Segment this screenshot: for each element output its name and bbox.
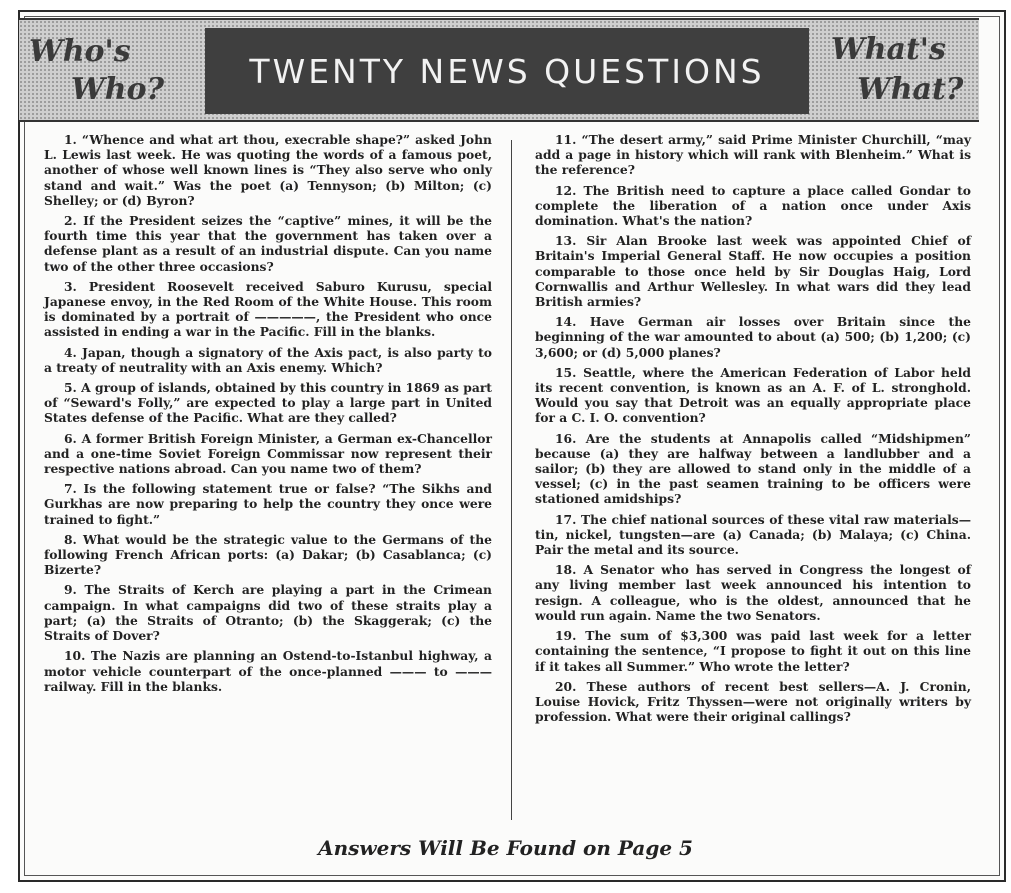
column-divider (511, 140, 512, 820)
question-15: 15. Seattle, where the American Federation of Labor held its recent convention, is known as an A. F. of L. stronghold. Would you say that Detroit was an equally appropriate place for a C. I. O. convention? (535, 364, 971, 426)
question-8: 8. What would be the strategic value to the Germans of the following French African ports: (a) Dakar; (b) Casablanca; (c) Bizerte? (44, 531, 492, 578)
question-17: 17. The chief national sources of these vital raw materials—tin, nickel, tungsten—are (a) Canada; (b) Malaya; (c) China. Pair the metal and its source. (535, 511, 971, 558)
question-5: 5. A group of islands, obtained by this country in 1869 as part of “Seward's Folly,” are expected to play a large part in United States defense of the Pacific. What are they called? (44, 380, 492, 426)
question-9: 9. The Straits of Kerch are playing a part in the Crimean campaign. In what campaigns did two of these straits play a part; (a) the Straits of Otranto; (b) the Skaggerak; (c) the Straits of Dover? (44, 582, 492, 644)
whos-who-badge (19, 20, 205, 120)
question-12: 12. The British need to capture a place called Gondar to complete the liberation of a nation once under Axis domination. What's the nation? (535, 182, 971, 229)
page-title: TWENTY NEWS QUESTIONS (249, 51, 765, 91)
whats-what-badge (817, 20, 979, 120)
answers-footer: Answers Will Be Found on Page 5 (318, 836, 693, 860)
question-14: 14. Have German air losses over Britain since the beginning of the war amounted to about (a) 500; (b) 1,200; (c) 3,600; or (d) 5,000 planes? (535, 314, 971, 360)
question-7: 7. Is the following statement true or false? “The Sikhs and Gurkhas are now preparing to help the country they once were trained to fight.” (44, 481, 492, 527)
question-2: 2. If the President seizes the “captive” mines, it will be the fourth time this year that the government has taken over a defense plant as a result of an industrial dispute. Can you name two of the other three occasions? (44, 213, 492, 274)
question-10: 10. The Nazis are planning an Ostend-to-Istanbul highway, a motor vehicle counterpart of the once-planned ——— to ——— railway. Fill in the blanks. (44, 648, 492, 694)
right-column (535, 132, 971, 729)
question-13: 13. Sir Alan Brooke last week was appointed Chief of Britain's Imperial General Staff. He now occupies a position comparable to those once held by Sir Douglas Haig, Lord Cornwallis and Arthur Wellesley. In what wars did they lead British armies? (535, 233, 971, 310)
question-20: 20. These authors of recent best sellers—A. J. Cronin, Louise Hovick, Fritz Thyssen—were not originally writers by profession. What were their original callings? (535, 678, 971, 725)
who-label: Who? (71, 72, 165, 107)
question-16: 16. Are the students at Annapolis called “Midshipmen” because (a) they are halfway between a landlubber and a sailor; (b) they are allowed to stand only in the middle of a vessel; (c) in the past seamen training to be officers were stationed amidships? (535, 430, 971, 507)
whos-label: Who's (29, 34, 131, 69)
what-label: What? (857, 72, 964, 107)
question-19: 19. The sum of $3,300 was paid last week for a letter containing the sentence, “I propose to fight it out on this line if it takes all Summer.” Who wrote the letter? (535, 628, 971, 674)
question-6: 6. A former British Foreign Minister, a German ex-Chancellor and a one-time Soviet Foreign Commissar now represent their respective nations abroad. Can you name two of them? (44, 430, 492, 477)
question-3: 3. President Roosevelt received Saburo Kurusu, special Japanese envoy, in the Red Room of the White House. This room is dominated by a portrait of —————, the President who once assisted in ending a war in the Pacific. Fill in the blanks. (44, 278, 492, 340)
whats-label: What's (831, 32, 946, 67)
title-box (205, 28, 809, 114)
header-banner (19, 18, 979, 122)
question-11: 11. “The desert army,” said Prime Minister Churchill, “may add a page in history which will rank with Blenheim.” What is the reference? (535, 132, 971, 178)
question-1: 1. “Whence and what art thou, execrable shape?” asked John L. Lewis last week. He was quoting the words of a famous poet, another of whose well known lines is “They also serve who only stand and wait.” Was the poet (a) Tennyson; (b) Milton; (c) Shelley; or (d) Byron? (44, 132, 492, 208)
question-4: 4. Japan, though a signatory of the Axis pact, is also party to a treaty of neutrality with an Axis enemy. Which? (44, 344, 492, 375)
question-18: 18. A Senator who has served in Congress the longest of any living member last week announced his intention to resign. A colleague, who is the oldest, announced that he would run again. Name the two Senators. (535, 562, 971, 623)
left-column (44, 132, 492, 699)
